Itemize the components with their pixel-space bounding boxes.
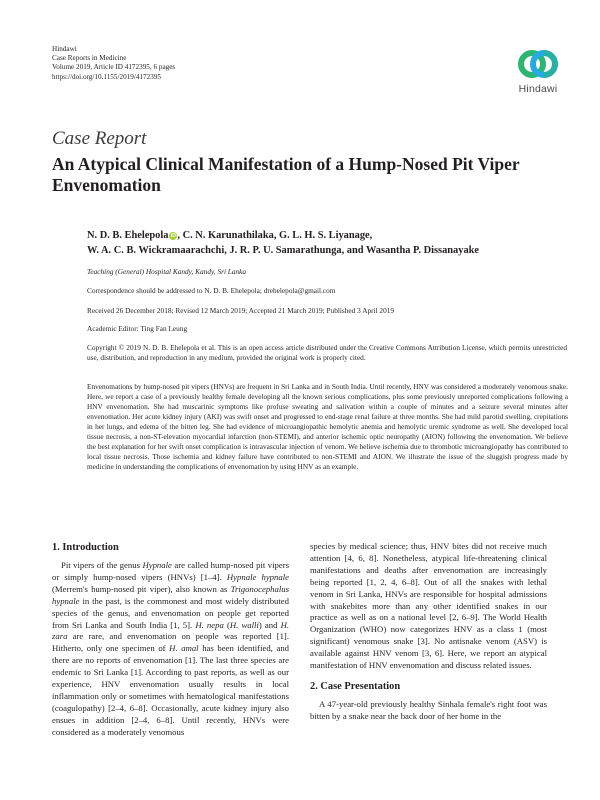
copyright-notice: Copyright © 2019 N. D. B. Ehelepola et al. This is an open access article distributed under the Creative Commons Attribution License, which permits unrestricted use, distribution, and reproduction in any medium, provided the original work is properly cited.	[87, 343, 567, 362]
abstract: Envenomations by hump-nosed pit vipers (HNVs) are frequent in Sri Lanka and in South India. Until recently, HNV was considered a moderately venomous snake. Here, we report a case of a previously healthy female developing all the known serious complications, plus some previously unreported complications following a HNV envenomation. She had muscarinic symptoms like profuse sweating and salivation within a couple of minutes and a seizure several minutes after envenomation. Her acute kidney injury (AKI) was swift onset and progressed to end-stage renal failure at three months. She had mild parotid swelling, crepitations in her lungs, and edema of the bitten leg. She had evidence of microangiopathic hemolytic anemia and hemolytic uremic syndrome as well. She developed local tissue necrosis, a non-ST-elevation myocardial infarction (non-STEMI), and anterior ischemic optic neuropathy (AION) following the envenomation. We believe the best explanation for her swift onset complication is intravascular injection of venom. We believe ischemia due to thrombotic microangiopathy has contributed to local tissue necrosis. Those ischemia and kidney failure have contributed to non-STEMI and AION. We illustrate the issue of the sluggish progress made by medicine in understanding the complications of envenomation by using HNV as an example.	[87, 382, 568, 471]
intro-paragraph-continued	[310, 541, 547, 672]
text-run: are rare, and envenomation on people was reported [1]. Hitherto, only one specimen of	[52, 631, 289, 654]
article-dates: Received 26 December 2018; Revised 12 March 2019; Accepted 21 March 2019; Published 3 April 2019	[87, 306, 395, 315]
orcid-icon[interactable]: iD	[170, 233, 176, 239]
journal-header	[52, 45, 175, 82]
academic-editor: Academic Editor: Ting Fan Leung	[87, 324, 188, 333]
intro-paragraph	[52, 560, 289, 739]
hindawi-logo-word: Hindawi	[518, 83, 558, 95]
doi-link[interactable]: https://doi.org/10.1155/2019/4172395	[52, 72, 162, 81]
text-run: (Merrem's hump-nosed pit viper), also known as	[52, 583, 231, 594]
hindawi-logo-icon	[517, 47, 559, 81]
hindawi-logo	[508, 47, 568, 95]
publisher-name: Hindawi	[52, 45, 77, 53]
author-list	[87, 229, 567, 258]
text-run: are called hump-nosed pit vipers or simply hump-nosed vipers (HNVs) [1–4].	[52, 560, 289, 582]
species-name: Hypnale	[142, 560, 172, 570]
text-run: ) and	[258, 619, 281, 630]
text-run: (	[223, 619, 230, 630]
article-title: An Atypical Clinical Manifestation of a Hump-Nosed Pit Viper Envenomation	[52, 154, 520, 195]
species-name: Trigonocephalus hypnale	[52, 583, 289, 606]
right-column	[310, 541, 547, 723]
article-category: Case Report	[52, 128, 147, 149]
intro-continued-text: species by medical science; thus, HNV bites did not receive much attention [4, 6, 8]. Nonetheless, atypical life-threatening clinical manifestations and deaths after envenomation are increasingly being reported [1, 2, 4, 6–8]. Out of all the snakes with lethal venom in Sri Lanka, HNVs are responsible for hospital admissions with snakebites more than any other identified snakes in our practice as well as on a national level [2, 6–9]. The World Health Organization (WHO) now categorizes HNV as a class 1 (most significant) venomous snake [3]. No antisnake venom (ASV) is available against HNV venom [3, 6]. Here, we report an atypical manifestation of HNV envenomation and discuss related issues.	[310, 541, 547, 671]
left-column	[52, 541, 289, 739]
species-name: H. nepa	[195, 619, 224, 630]
case-text: A 47-year-old previously healthy Sinhala female's right foot was bitten by a snake near the back door of her home in the	[310, 698, 547, 721]
author-rest-line1: , C. N. Karunathilaka, G. L. H. S. Liyanage,	[177, 230, 373, 241]
species-name: H. amal	[169, 643, 199, 654]
correspondence: Correspondence should be addressed to N. D. B. Ehelepola; drehelepola@gmail.com	[87, 286, 336, 295]
text-run: has been identified, and there are no reports of envenomation [1]. The last three species are endemic to Sri Lanka [1]. According to past reports, as well as our experience, HNV envenomation usually results in local inflammation only or sometimes with hematological manifestations (coagulopathy) [2–4, 6–8]. Occasionally, acute kidney injury also ensues in addition [2–4, 6–8]. Until recently, HNVs were considered as a moderately venomous	[52, 643, 290, 737]
affiliation: Teaching (General) Hospital Kandy, Kandy, Sri Lanka	[87, 267, 247, 276]
journal-name: Case Reports in Medicine	[52, 54, 127, 63]
text-run: Pit vipers of the genus	[61, 560, 143, 570]
text-run: in the past, is the commonest and most widely distributed species of the genus, and envenomation on people get reported from Sri Lanka and South India [1, 5].	[52, 595, 289, 630]
section-heading-introduction: 1. Introduction	[52, 542, 119, 553]
species-name: Hypnale hypnale	[226, 571, 289, 582]
author-line2: W. A. C. B. Wickramaarachchi, J. R. P. U. Samarathunga, and Wasantha P. Dissanayake	[87, 244, 480, 256]
section-heading-case-presentation: 2. Case Presentation	[310, 680, 401, 692]
species-name: H. zara	[52, 619, 290, 642]
species-name: H. walli	[229, 619, 259, 630]
author-first: N. D. B. Ehelepola	[87, 230, 169, 241]
volume-line: Volume 2019, Article ID 4172395, 6 pages	[52, 63, 176, 72]
case-paragraph	[310, 699, 547, 723]
